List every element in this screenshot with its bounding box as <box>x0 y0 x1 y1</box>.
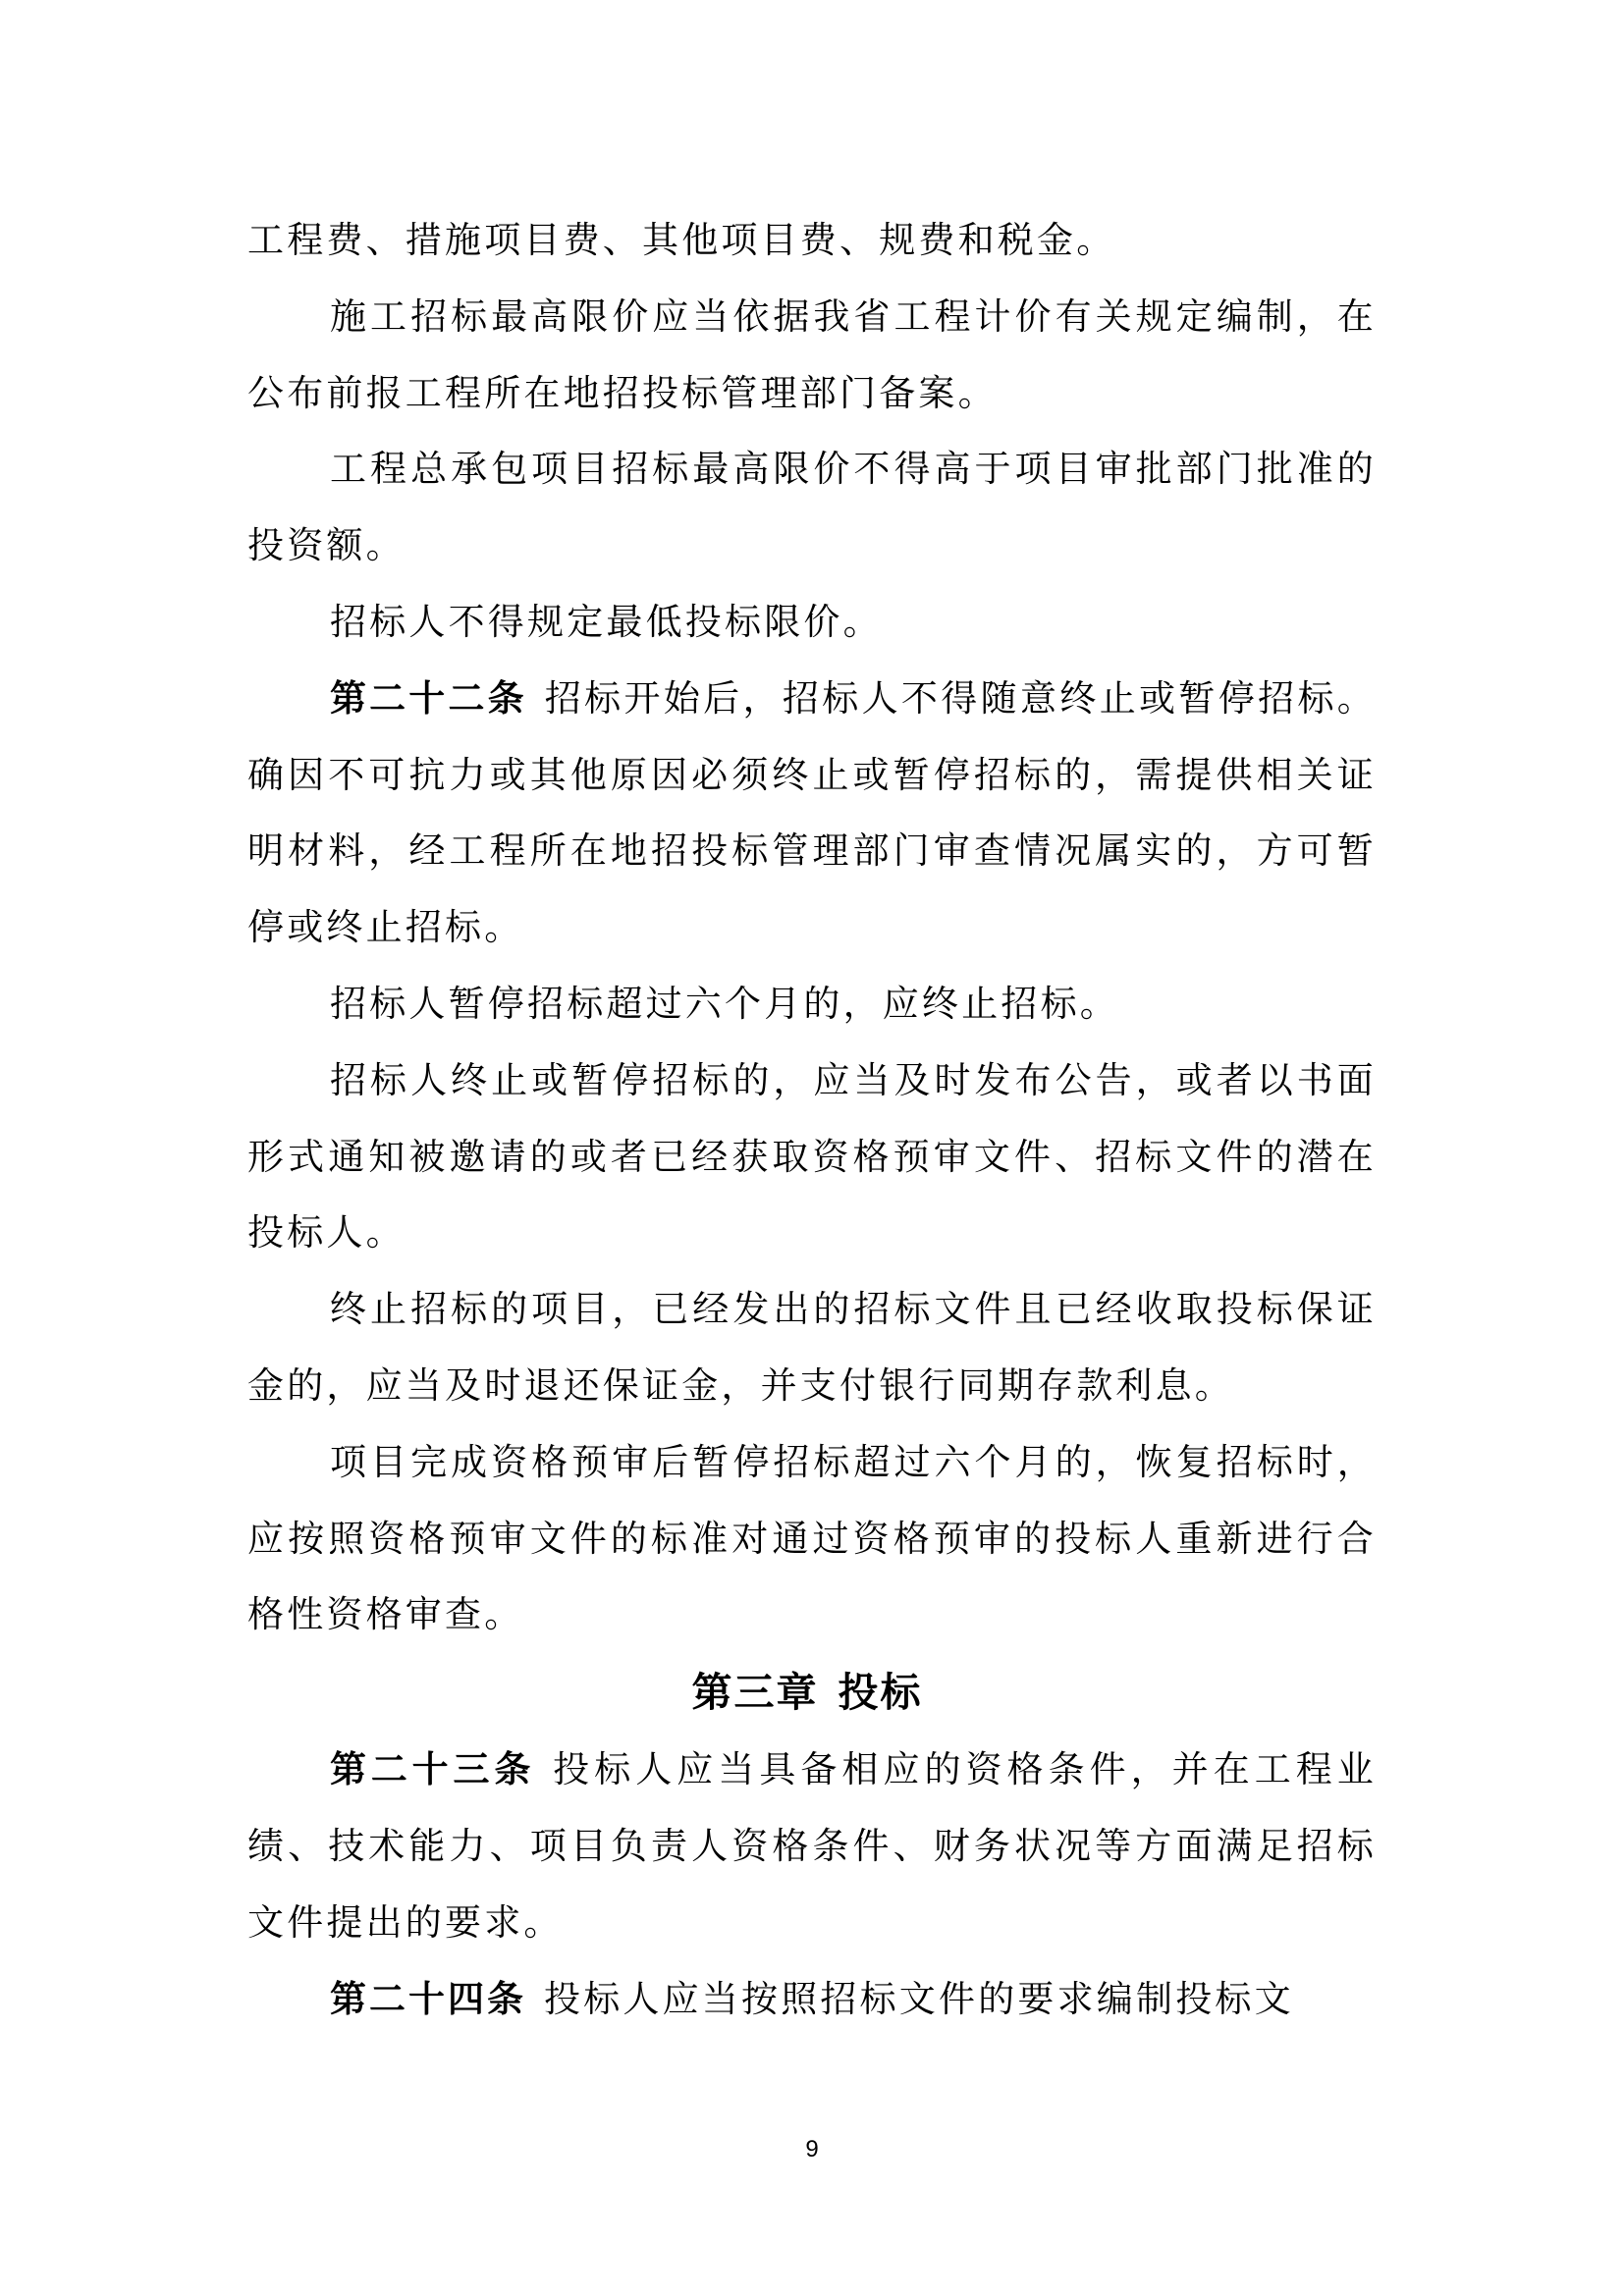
chapter-heading <box>247 1653 1377 1732</box>
article-number: 第二十三条 <box>330 1748 536 1791</box>
paragraph-notice-of-termination: 招标人终止或暂停招标的，应当及时发布公告，或者以书面形式通知被邀请的或者已经获取资格预审文件、招标文件的潜在投标人。 <box>247 1058 1377 1255</box>
article-text: 招标开始后，招标人不得随意终止或暂停招标。确因不可抗力或其他原因必须终止或暂停招标的，需提供相关证明材料，经工程所在地招投标管理部门审查情况属实的，方可暂停或终止招标。 <box>247 676 1378 949</box>
article-number: 第二十四条 <box>330 1977 526 2020</box>
article-22 <box>247 661 1377 966</box>
article-24 <box>247 1961 1377 2038</box>
chapter-title: 投标 <box>838 1669 923 1717</box>
paragraph-suspend-six-months: 招标人暂停招标超过六个月的，应终止招标。 <box>330 982 1119 1025</box>
chapter-number: 第三章 <box>691 1669 819 1717</box>
article-23 <box>247 1732 1377 1960</box>
paragraph-no-min-price: 招标人不得规定最低投标限价。 <box>330 600 883 643</box>
paragraph-refund-deposit: 终止招标的项目，已经发出的招标文件且已经收取投标保证金的，应当及时退还保证金，并支付银行同期存款利息。 <box>247 1288 1377 1407</box>
article-text: 投标人应当按照招标文件的要求编制投标文 <box>544 1977 1294 2020</box>
paragraph-cost-items: 工程费、措施项目费、其他项目费、规费和税金。 <box>247 219 1116 261</box>
page-number: 9 <box>805 2136 819 2163</box>
article-number: 第二十二条 <box>330 676 527 720</box>
page-body <box>247 202 1377 2037</box>
article-text: 投标人应当具备相应的资格条件，并在工程业绩、技术能力、项目负责人资格条件、财务状况等方面满足招标文件提出的要求。 <box>247 1748 1378 1944</box>
paragraph-epc-max-price: 工程总承包项目招标最高限价不得高于项目审批部门批准的投资额。 <box>247 448 1377 567</box>
paragraph-resume-requalify: 项目完成资格预审后暂停招标超过六个月的，恢复招标时，应按照资格预审文件的标准对通过资格预审的投标人重新进行合格性资格审查。 <box>247 1440 1377 1636</box>
paragraph-max-price-basis: 施工招标最高限价应当依据我省工程计价有关规定编制，在公布前报工程所在地招投标管理部门备案。 <box>247 294 1377 414</box>
